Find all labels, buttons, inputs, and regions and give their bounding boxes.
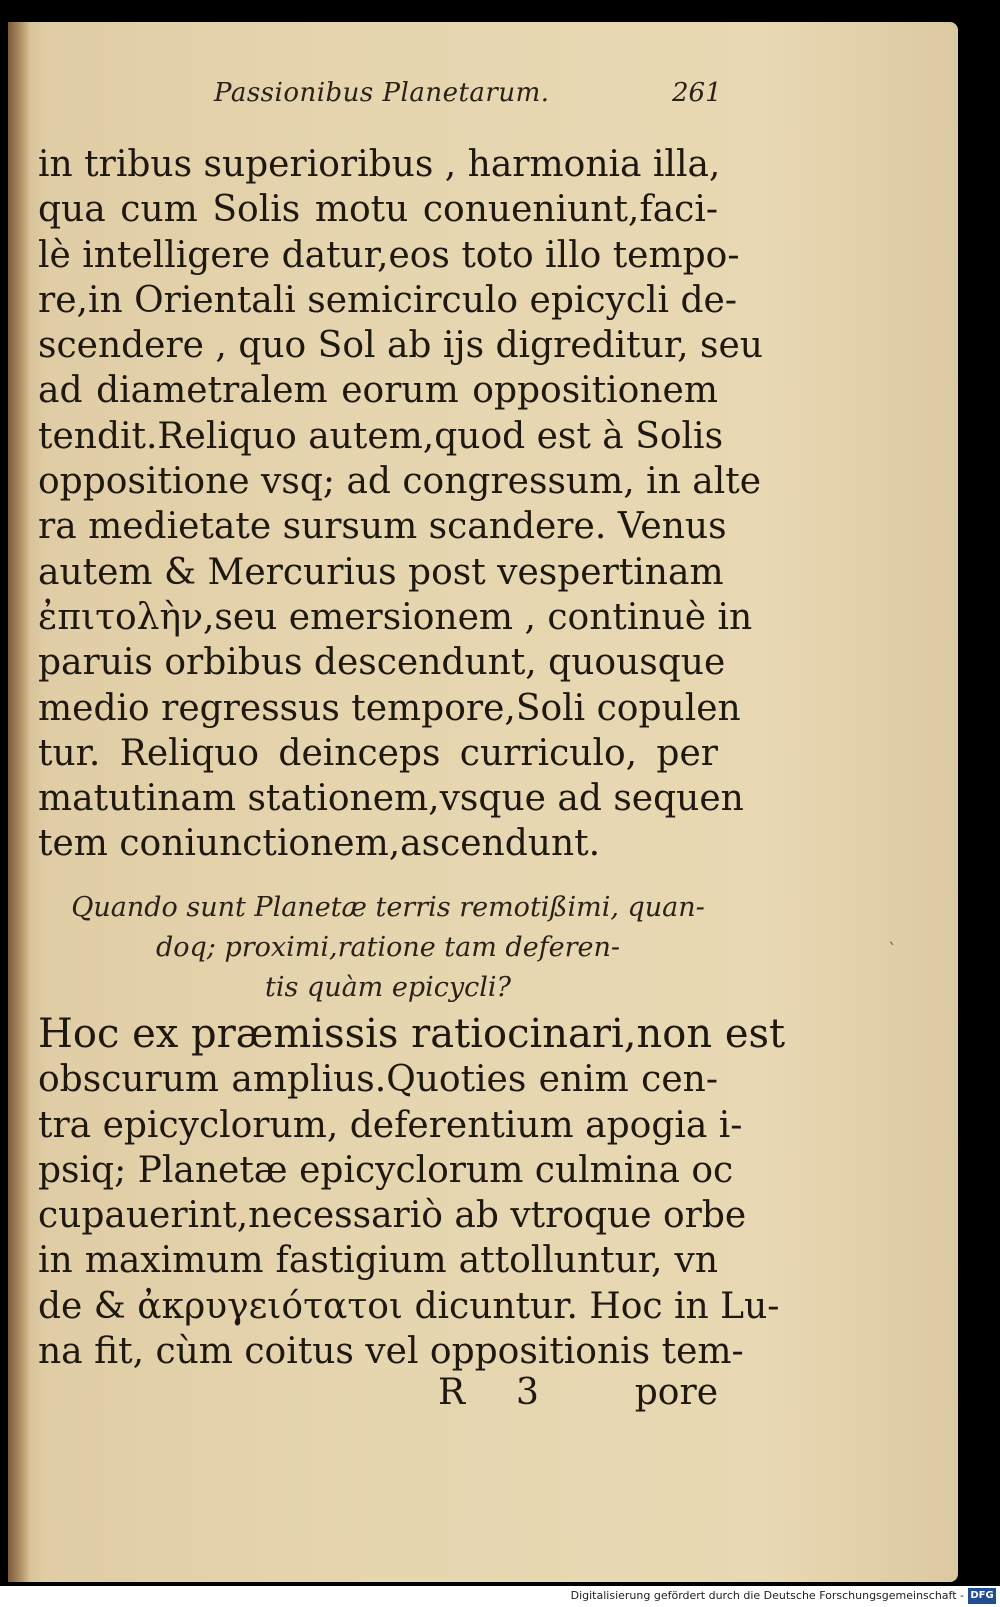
heading-line: doq; proximi,ratione tam deferen- [155,932,621,963]
signature-mark: R [438,1372,466,1413]
text-line: Hoc ex præmissis ratiocinari,non est [38,1011,786,1057]
signature-number: 3 [516,1372,539,1413]
text-line: lè intelligere datur,eos toto illo tempo- [38,234,740,276]
text-line: autem & Mercurius post vespertinam [38,551,724,593]
page-number: 261 [672,78,722,108]
running-head: Passionibus Planetarum. [214,78,550,108]
heading-line: tis quàm epicycli? [264,972,512,1003]
paragraph-2 [38,1011,786,1374]
gutter-shadow [8,22,30,1582]
heading-line: Quando sunt Planetæ terris remotißimi, quan- [71,892,705,923]
text-line: oppositione vsq; ad congressum, in alte [38,461,762,503]
text-line: qua cum Solis motu conueniunt,faci- [38,189,718,231]
text-line: na fit, cùm coitus vel oppositionis tem- [38,1331,744,1373]
text-line: medio regressus tempore,Soli copulen [38,687,741,729]
text-line: re,in Orientali semicirculo epicycli de- [38,279,738,321]
paragraph-1 [38,142,763,867]
text-line: obscurum amplius.Quoties enim cen- [38,1059,718,1101]
footer-credit: Digitalisierung gefördert durch die Deutsche Forschungsgemeinschaft - [570,1589,964,1602]
text-line: ἐπιτολὴν,seu emersionem , continuè in [38,596,753,638]
text-line: matutinam stationem,vsque ad sequen [38,778,744,820]
dfg-logo: DFG [968,1588,996,1604]
text-line: tra epicyclorum, deferentium apogia i- [38,1104,743,1146]
text-line: cupauerint,necessariò ab vtroque orbe [38,1195,747,1237]
text-line: tem coniunctionem,ascendunt. [38,823,601,865]
text-line: paruis orbibus descendunt, quousque [38,642,726,684]
text-line: scendere , quo Sol ab ijs digreditur, seu [38,325,763,367]
text-line: tur. Reliquo deinceps curriculo, per [38,732,718,774]
text-line: ad diametralem eorum oppositionem [38,370,718,412]
section-heading [48,888,728,1008]
text-line: psiq; Planetæ epicyclorum culmina oc [38,1149,734,1191]
text-line: in tribus superioribus , harmonia illa, [38,144,721,185]
book-page [8,22,958,1582]
text-line: de & ἀκρυγειότατοι dicuntur. Hoc in Lu- [38,1285,780,1327]
text-line: in maximum fastigium attolluntur, vn [38,1240,718,1282]
text-line: ra medietate sursum scandere. Venus [38,506,727,548]
margin-mark: ˋ [888,940,897,961]
text-line: tendit.Reliquo autem,quod est à Solis [38,415,724,457]
catchword: pore [634,1372,718,1413]
